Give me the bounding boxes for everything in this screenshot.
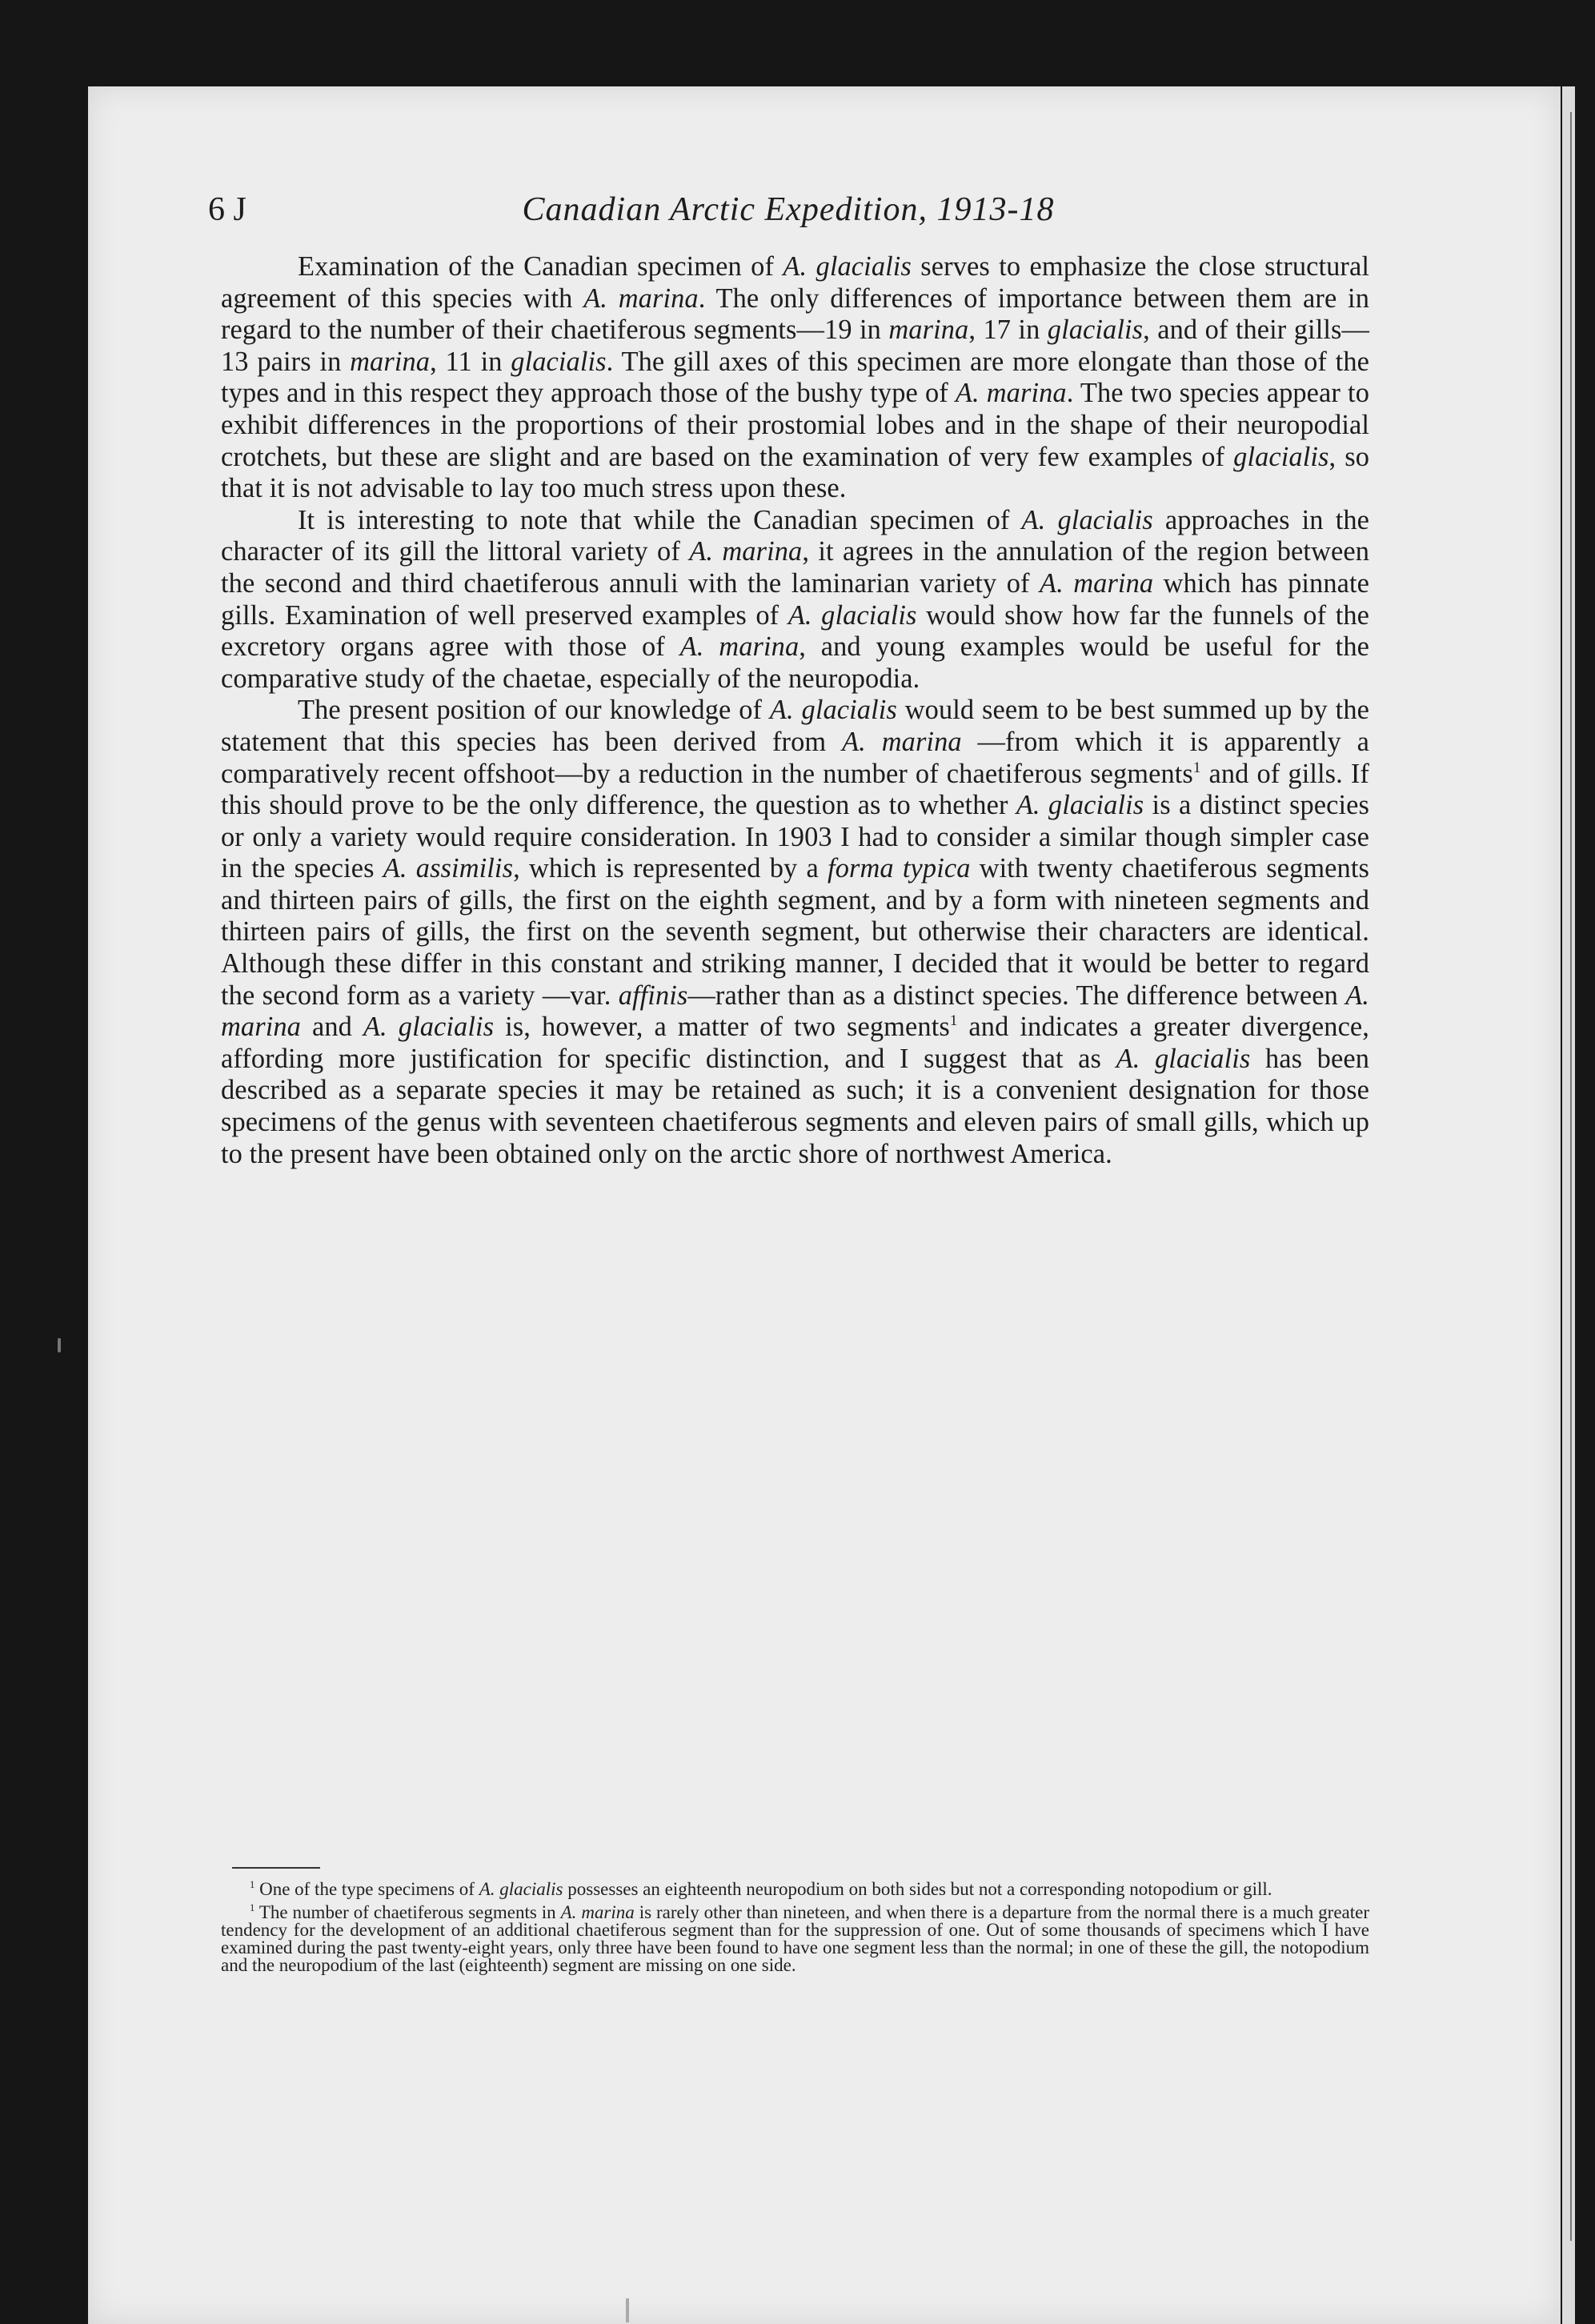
text-run: The number of chaetiferous segments in bbox=[254, 1902, 561, 1922]
paragraph bbox=[221, 695, 1369, 1170]
italic-run: A. marina bbox=[842, 726, 962, 757]
text-run: , and young examples would be useful for the comparative study of the chaetae, especially of the neuropodia. bbox=[221, 631, 1369, 694]
text-run: . The only differences of importance between them are in regard to the number of their chaetiferous segments—19 in bbox=[221, 282, 1370, 346]
italic-run: glacialis bbox=[511, 346, 607, 377]
text-run: approaches in the character of its gill the littoral variety of bbox=[221, 504, 1370, 567]
text-run: and of gills. If this should prove to be the only difference, the question as to whether bbox=[221, 758, 1369, 821]
running-title: Canadian Arctic Expedition, 1913-18 bbox=[522, 191, 1055, 228]
italic-run: A. glacialis bbox=[787, 599, 917, 631]
italic-run: A. marina bbox=[689, 536, 803, 567]
text-run: has been described as a separate species it may be retained as such; it is a convenient designation for those specimens of the genus with seventeen chaetiferous segments and eleven pairs of small gills, which up to the present have been obtained only on the arctic shore of northwest America. bbox=[221, 1043, 1370, 1169]
italic-run: A. marina bbox=[221, 980, 1369, 1043]
italic-run: A. glacialis bbox=[363, 1012, 495, 1043]
italic-run: marina bbox=[350, 346, 431, 377]
text-run: One of the type specimens of bbox=[254, 1879, 479, 1899]
body-text bbox=[221, 251, 1369, 1170]
text-run: is, however, a matter of two segments bbox=[494, 1012, 950, 1043]
text-run: . The two species appear to exhibit differences in the proportions of their prostomial lobes and in the shape of their neuropodial crotchets, but these are slight and are based on the examination of very few examples of bbox=[221, 378, 1369, 472]
paragraph bbox=[221, 251, 1369, 505]
italic-run: A. glacialis bbox=[1116, 1043, 1251, 1074]
text-run: would seem to be best summed up by the statement that this species has been derived from bbox=[221, 695, 1369, 757]
footnote bbox=[221, 1881, 1369, 1898]
text-run: . The gill axes of this specimen are more elongate than those of the types and in this respect they approach those of the bushy type of bbox=[221, 346, 1369, 409]
text-run: , 11 in bbox=[430, 346, 511, 377]
scan-speck bbox=[58, 1338, 61, 1352]
text-run: Examination of the Canadian specimen of bbox=[298, 251, 783, 282]
scan-speck bbox=[626, 2298, 629, 2322]
italic-run: forma typica bbox=[828, 853, 971, 884]
text-run: , and of their gills—13 pairs in bbox=[221, 315, 1369, 377]
footnote bbox=[221, 1904, 1369, 1974]
footnote-marker: 1 bbox=[250, 1879, 255, 1891]
text-run: and indicates a greater divergence, affording more justification for specific distinction, and I suggest that as bbox=[221, 1012, 1369, 1074]
italic-run: A. marina bbox=[955, 378, 1067, 409]
text-run: , 17 in bbox=[968, 315, 1048, 346]
italic-run: marina bbox=[888, 315, 969, 346]
text-run: would show how far the funnels of the excretory organs agree with those of bbox=[221, 599, 1370, 663]
footnote-marker: 1 bbox=[250, 1902, 255, 1914]
italic-run: A. marina bbox=[583, 282, 699, 314]
text-run: and bbox=[300, 1012, 363, 1043]
page-header bbox=[208, 190, 1369, 238]
text-run: —rather than as a distinct species. The difference between bbox=[687, 980, 1346, 1011]
text-run: , which is represented by a bbox=[513, 853, 828, 884]
text-run: —from which it is apparently a comparatively recent offshoot—by a reduction in the number of chaetiferous segments bbox=[221, 726, 1370, 789]
italic-run: A. assimilis bbox=[383, 853, 514, 884]
text-run: with twenty chaetiferous segments and thirteen pairs of gills, the first on the eighth segment, and by a form with nineteen segments and thirteen pairs of gills, the first on the seventh segment, but otherwise their characters are identical. Although these differ in this constant and striking manner, I decided that it would be better to regard the second form as a variety —var. bbox=[221, 853, 1369, 1011]
paragraph bbox=[221, 505, 1369, 695]
text-run: which has pinnate gills. Examination of well preserved examples of bbox=[221, 567, 1369, 631]
italic-run: A. glacialis bbox=[1016, 790, 1144, 821]
text-run: serves to emphasize the close structural agreement of this species with bbox=[221, 251, 1369, 314]
footnote-marker: 1 bbox=[1192, 759, 1201, 776]
italic-run: A. marina bbox=[1040, 567, 1154, 599]
text-run: is a distinct species or only a variety would require consideration. In 1903 I had to consider a similar though simpler case in the species bbox=[221, 790, 1369, 884]
italic-run: A. marina bbox=[560, 1902, 635, 1922]
text-run: is rarely other than nineteen, and when there is a departure from the normal there is a much greater tendency for the development of an additional chaetiferous segment than for the suppression of one. Out of some thousands of specimens which I have examined during the past twenty-eight years, only three have been found to have one segment less than the normal; in one of these the gill, the notopodium and the neuropodium of the last (eighteenth) segment are missing on one side. bbox=[221, 1902, 1369, 1975]
text-run: It is interesting to note that while the Canadian specimen of bbox=[298, 504, 1022, 535]
page-edge-strip bbox=[1562, 86, 1575, 2324]
page-edge-line bbox=[1570, 112, 1572, 2241]
italic-run: A. glacialis bbox=[783, 251, 912, 282]
italic-run: A. glacialis bbox=[1021, 504, 1153, 535]
italic-run: affinis bbox=[618, 980, 688, 1011]
text-run: The present position of our knowledge of bbox=[298, 695, 770, 726]
text-run: , so that it is not advisable to lay too much stress upon these. bbox=[221, 441, 1369, 504]
italic-run: A. glacialis bbox=[769, 695, 897, 726]
footnotes bbox=[221, 1881, 1369, 1980]
italic-run: glacialis bbox=[1233, 441, 1329, 472]
text-run: possesses an eighteenth neuropodium on both sides but not a corresponding notopodium or gill. bbox=[563, 1879, 1272, 1899]
italic-run: A. glacialis bbox=[479, 1879, 563, 1899]
footnote-marker: 1 bbox=[949, 1012, 958, 1030]
italic-run: A. marina bbox=[679, 631, 800, 663]
footnote-separator bbox=[232, 1867, 320, 1869]
text-run: , it agrees in the annulation of the region between the second and third chaetiferous annuli with the laminarian variety of bbox=[221, 536, 1369, 599]
italic-run: glacialis bbox=[1047, 315, 1144, 346]
page-number: 6 J bbox=[208, 191, 246, 228]
